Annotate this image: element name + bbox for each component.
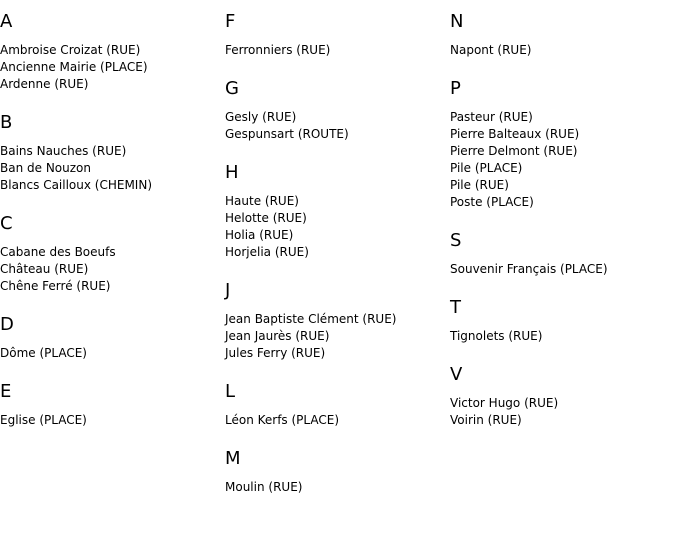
letter-group xyxy=(450,298,675,345)
letter-group xyxy=(225,449,450,496)
street-list xyxy=(450,42,675,59)
letter-group xyxy=(450,79,675,211)
index-letter-heading: L xyxy=(225,381,236,402)
index-letter-heading: D xyxy=(0,314,14,335)
street-name-item: Pile (PLACE) xyxy=(450,161,523,175)
street-list xyxy=(225,109,450,143)
street-name-item: Pasteur (RUE) xyxy=(450,110,533,124)
letter-group xyxy=(450,365,675,429)
street-name-item: Pierre Delmont (RUE) xyxy=(450,144,578,158)
street-list xyxy=(225,42,450,59)
street-list xyxy=(0,244,225,295)
street-column-1 xyxy=(0,0,225,429)
street-name-item: Tignolets (RUE) xyxy=(450,329,543,343)
street-name-item: Voirin (RUE) xyxy=(450,413,522,427)
index-letter-heading: P xyxy=(450,78,461,99)
letter-group xyxy=(450,12,675,59)
street-name-item: Victor Hugo (RUE) xyxy=(450,396,559,410)
street-name-item: Pile (RUE) xyxy=(450,178,509,192)
index-letter-heading: H xyxy=(225,162,239,183)
street-name-item: Gesly (RUE) xyxy=(225,110,297,124)
street-list xyxy=(450,328,675,345)
street-list xyxy=(225,412,450,429)
street-list xyxy=(225,311,450,362)
street-column-2 xyxy=(225,0,450,496)
street-list xyxy=(450,395,675,429)
street-list xyxy=(0,143,225,194)
street-list xyxy=(0,412,225,429)
index-letter-heading: B xyxy=(0,112,13,133)
letter-group xyxy=(0,113,225,194)
street-list xyxy=(450,109,675,211)
street-name-item: Château (RUE) xyxy=(0,262,89,276)
street-list xyxy=(450,261,675,278)
street-name-item: Napont (RUE) xyxy=(450,43,532,57)
street-name-item: Ambroise Croizat (RUE) xyxy=(0,43,141,57)
letter-group xyxy=(0,12,225,93)
index-letter-heading: G xyxy=(225,78,239,99)
letter-group xyxy=(225,79,450,143)
index-letter-heading: C xyxy=(0,213,13,234)
letter-group xyxy=(225,12,450,59)
street-column-3 xyxy=(450,0,675,429)
street-name-item: Cabane des Boeufs xyxy=(0,245,116,259)
letter-group xyxy=(0,315,225,362)
index-letter-heading: E xyxy=(0,381,12,402)
index-letter-heading: V xyxy=(450,364,463,385)
street-name-item: Jean Jaurès (RUE) xyxy=(225,329,330,343)
letter-group xyxy=(450,231,675,278)
street-name-item: Jules Ferry (RUE) xyxy=(225,346,326,360)
street-name-item: Ardenne (RUE) xyxy=(0,77,89,91)
letter-group xyxy=(225,382,450,429)
street-list xyxy=(225,479,450,496)
street-name-item: Ferronniers (RUE) xyxy=(225,43,331,57)
street-list xyxy=(0,345,225,362)
index-letter-heading: A xyxy=(0,11,13,32)
street-name-item: Bains Nauches (RUE) xyxy=(0,144,127,158)
street-name-item: Souvenir Français (PLACE) xyxy=(450,262,608,276)
letter-group xyxy=(225,281,450,362)
street-name-item: Poste (PLACE) xyxy=(450,195,534,209)
street-name-item: Ancienne Mairie (PLACE) xyxy=(0,60,148,74)
street-name-item: Pierre Balteaux (RUE) xyxy=(450,127,580,141)
street-list xyxy=(225,193,450,261)
street-name-item: Jean Baptiste Clément (RUE) xyxy=(225,312,397,326)
index-letter-heading: J xyxy=(225,280,231,301)
letter-group xyxy=(0,382,225,429)
street-name-item: Haute (RUE) xyxy=(225,194,299,208)
street-list xyxy=(0,42,225,93)
street-name-item: Ban de Nouzon xyxy=(0,161,91,175)
index-letter-heading: N xyxy=(450,11,464,32)
street-name-item: Moulin (RUE) xyxy=(225,480,303,494)
street-name-item: Eglise (PLACE) xyxy=(0,413,87,427)
street-name-item: Dôme (PLACE) xyxy=(0,346,87,360)
street-name-item: Blancs Cailloux (CHEMIN) xyxy=(0,178,153,192)
street-name-item: Helotte (RUE) xyxy=(225,211,307,225)
street-name-item: Chêne Ferré (RUE) xyxy=(0,279,111,293)
index-letter-heading: S xyxy=(450,230,462,251)
index-letter-heading: M xyxy=(225,448,241,469)
street-name-item: Léon Kerfs (PLACE) xyxy=(225,413,340,427)
street-name-item: Gespunsart (ROUTE) xyxy=(225,127,349,141)
street-name-item: Holia (RUE) xyxy=(225,228,294,242)
street-name-item: Horjelia (RUE) xyxy=(225,245,309,259)
index-letter-heading: F xyxy=(225,11,236,32)
index-letter-heading: T xyxy=(450,297,461,318)
letter-group xyxy=(225,163,450,261)
letter-group xyxy=(0,214,225,295)
